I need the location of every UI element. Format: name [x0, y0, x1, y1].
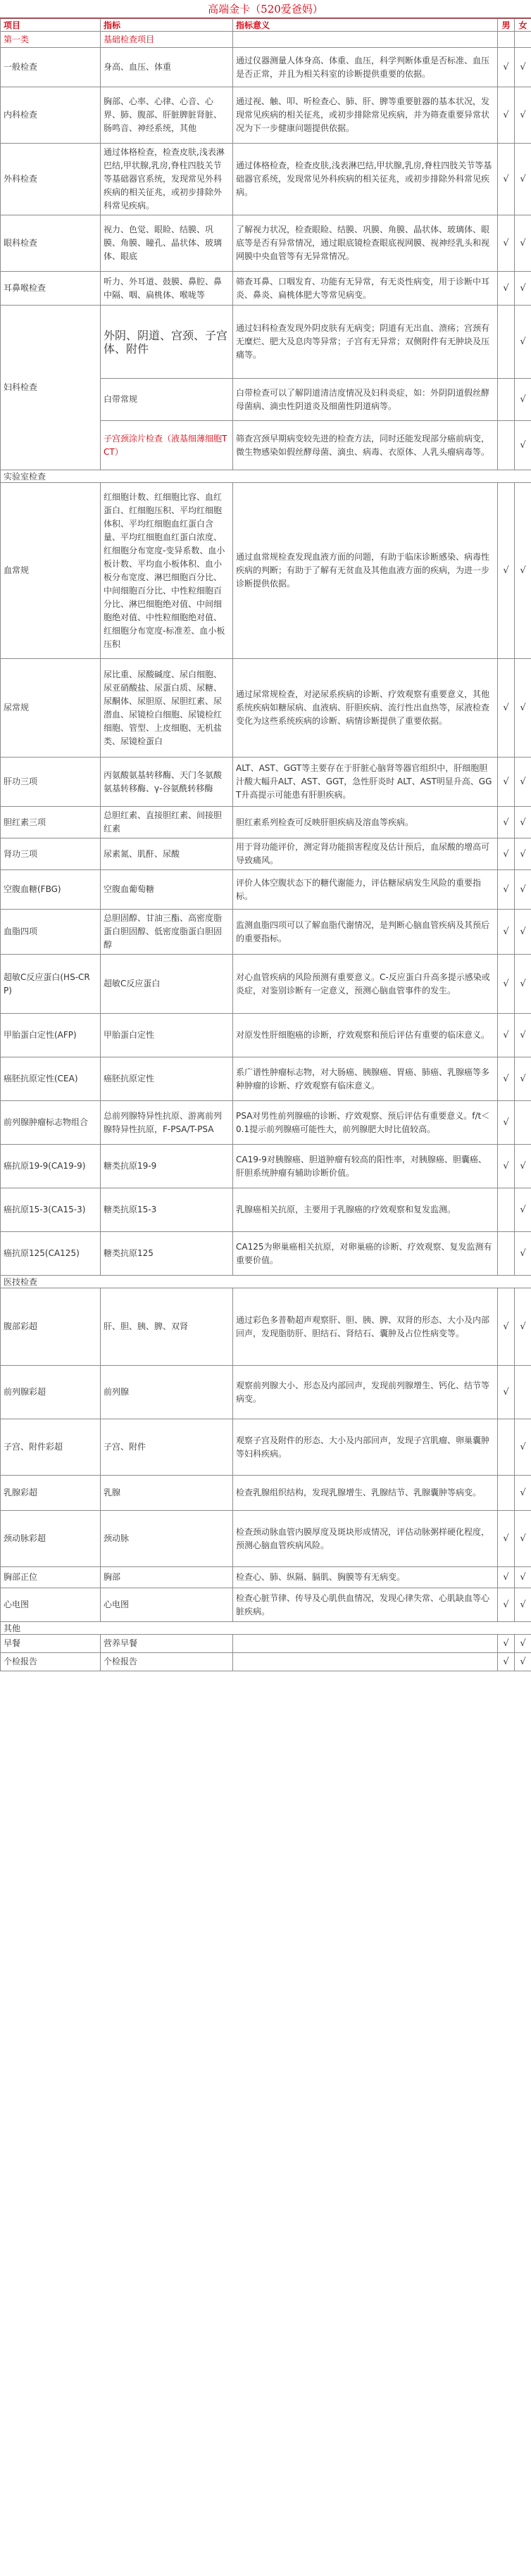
indicator-cell: 颈动脉: [101, 1511, 233, 1567]
meaning-cell: CA19-9对胰腺癌、胆道肿瘤有较高的阳性率，对胰腺癌、胆囊癌、肝胆系统肿瘤有辅助诊断价值。: [233, 1145, 498, 1188]
table-row: [1, 1511, 531, 1567]
indicator-cell: 总胆红素、直接胆红素、间接胆红素: [101, 807, 233, 838]
table-row: [1, 48, 531, 87]
female-check: √: [515, 421, 531, 470]
indicator-cell: 个检报告: [101, 1653, 233, 1671]
table-row: [1, 272, 531, 306]
meaning-cell: 通过视、触、叩、听检查心、肺、肝、脾等重要脏器的基本状况，发现常见疾病的相关征兆，或初步排除常见疾病，并为筛查重要异常状况为下一步健康问题提供依据。: [233, 87, 498, 144]
indicator-cell: 尿素氮、肌酐、尿酸: [101, 838, 233, 870]
item-name: 个检报告: [1, 1653, 101, 1671]
meaning-cell: 通过体格检查，检查皮肤,浅表淋巴结,甲状腺,乳房,脊柱四肢关节等基础器官系统，发现常见外科疾病的相关征兆，或初步排除外科常见疾病。: [233, 144, 498, 215]
item-name: 妇科检查: [1, 306, 101, 470]
meaning-cell: 用于肾功能评价，测定肾功能损害程度及估计预后，血尿酸的增高可导致痛风。: [233, 838, 498, 870]
header-female: 女: [515, 19, 531, 32]
female-check: √: [515, 1511, 531, 1567]
section-row: [1, 1276, 531, 1288]
male-check: [498, 306, 515, 379]
indicator-cell: 通过体格检查，检查皮肤,浅表淋巴结,甲状腺,乳房,脊柱四肢关节等基础器官系统，发现常见外科疾病的相关征兆，或初步排除外科常见疾病。: [101, 144, 233, 215]
male-check: √: [498, 1288, 515, 1366]
item-name: 尿常规: [1, 659, 101, 758]
male-check: √: [498, 758, 515, 807]
male-check: √: [498, 1635, 515, 1653]
indicator-cell: 胸部、心率、心律、心音、心界、肺、腹部、肝脏脾脏肾脏、肠鸣音、神经系统，其他: [101, 87, 233, 144]
section-title: 其他: [1, 1622, 531, 1635]
female-check: √: [515, 1635, 531, 1653]
table-row: [1, 1635, 531, 1653]
section-title: 实验室检查: [1, 470, 531, 483]
indicator-cell: 心电图: [101, 1588, 233, 1622]
female-check: √: [515, 955, 531, 1014]
indicator-cell: 红细胞计数、红细胞比容、血红蛋白、红细胞压积、平均红细胞体积、平均红细胞血红蛋白含量、平均红细胞血红蛋白浓度、红细胞分布宽度-变异系数、血小板计数、平均血小板体积、血小板分布宽度、淋巴细胞百分比、中间细胞百分比、中性粒细胞百分比、淋巴细胞绝对值、中间细胞绝对值、中性粒细胞绝对值、红细胞分布宽度-标准差、血小板压积: [101, 483, 233, 659]
male-check: √: [498, 1511, 515, 1567]
item-name: 血脂四项: [1, 910, 101, 955]
female-check: √: [515, 306, 531, 379]
meaning-cell: 对原发性肝细胞癌的诊断，疗效观察和预后评估有重要的临床意义。: [233, 1014, 498, 1057]
female-check: √: [515, 1188, 531, 1232]
indicator-cell: 糖类抗原15-3: [101, 1188, 233, 1232]
item-name: 空腹血糖(FBG): [1, 870, 101, 910]
male-check: [498, 1419, 515, 1476]
item-name: 胆红素三项: [1, 807, 101, 838]
male-check: √: [498, 1145, 515, 1188]
meaning-cell: 通过彩色多普勒超声观察肝、胆、胰、脾、双肾的形态、大小及内部回声，发现脂肪肝、胆结石、肾结石、囊肿及占位性病变等。: [233, 1288, 498, 1366]
female-check: √: [515, 1288, 531, 1366]
subheader-category: 第一类: [1, 32, 101, 48]
table-row: [1, 1588, 531, 1622]
item-name: 眼科检查: [1, 215, 101, 272]
meaning-cell: 监测血脂四项可以了解血脂代谢情况，是判断心脑血管疾病及其预后的重要指标。: [233, 910, 498, 955]
meaning-cell: 检查乳腺组织结构，发现乳腺增生、乳腺结节、乳腺囊肿等病变。: [233, 1476, 498, 1511]
female-check: √: [515, 48, 531, 87]
male-check: √: [498, 87, 515, 144]
male-check: [498, 1188, 515, 1232]
male-check: √: [498, 807, 515, 838]
female-check: [515, 1101, 531, 1145]
item-name: 胸部正位: [1, 1567, 101, 1588]
male-check: √: [498, 1101, 515, 1145]
item-name: 颈动脉彩超: [1, 1511, 101, 1567]
female-check: √: [515, 758, 531, 807]
item-name: 乳腺彩超: [1, 1476, 101, 1511]
male-check: √: [498, 1014, 515, 1057]
female-check: √: [515, 807, 531, 838]
table-subheader-row: [1, 32, 531, 48]
indicator-cell: 总胆固醇、甘油三酯、高密度脂蛋白胆固醇、低密度脂蛋白胆固醇: [101, 910, 233, 955]
indicator-cell: 听力、外耳道、鼓膜、鼻腔、鼻中隔、咽、扁桃体、喉咙等: [101, 272, 233, 306]
meaning-cell: 通过仪器测量人体身高、体重、血压，科学判断体重是否标准、血压是否正常，并且为相关科室的诊断提供重要的依据。: [233, 48, 498, 87]
female-check: √: [515, 1653, 531, 1671]
female-check: [515, 1366, 531, 1419]
female-check: √: [515, 87, 531, 144]
header-item: 项目: [1, 19, 101, 32]
table-row: [1, 838, 531, 870]
meaning-cell: 乳腺癌相关抗原，主要用于乳腺癌的疗效观察和复发监测。: [233, 1188, 498, 1232]
male-check: √: [498, 838, 515, 870]
male-check: [498, 379, 515, 421]
male-check: [498, 1232, 515, 1276]
item-name: 血常规: [1, 483, 101, 659]
male-check: √: [498, 215, 515, 272]
indicator-cell: 外阴、阴道、宫颈、子宫体、附件: [101, 306, 233, 379]
meaning-cell: 了解视力状况，检查眼睑、结膜、巩膜、角膜、晶状体、玻璃体、眼底等是否有异常情况，通过眼底镜检查眼底视网膜、视神经乳头和视网膜中央血管等有无异常情况。: [233, 215, 498, 272]
indicator-cell: 糖类抗原19-9: [101, 1145, 233, 1188]
table-row: [1, 1014, 531, 1057]
female-check: √: [515, 1014, 531, 1057]
table-row: [1, 659, 531, 758]
female-check: √: [515, 1476, 531, 1511]
item-name: 一般检查: [1, 48, 101, 87]
table-row: [1, 144, 531, 215]
female-check: √: [515, 1145, 531, 1188]
indicator-cell: 肝、胆、胰、脾、双肾: [101, 1288, 233, 1366]
table-header-row: [1, 19, 531, 32]
indicator-cell: 子宫、附件: [101, 1419, 233, 1476]
meaning-cell: [233, 1653, 498, 1671]
table-row: [1, 1653, 531, 1671]
female-check: √: [515, 483, 531, 659]
meaning-cell: 对心血管疾病的风险预测有重要意义。C-反应蛋白升高多提示感染或炎症，对鉴别诊断有一定意义，预测心脑血管事件的发生。: [233, 955, 498, 1014]
female-check: √: [515, 1232, 531, 1276]
indicator-cell: 癌胚抗原定性: [101, 1057, 233, 1101]
page-title: 高端金卡（520爱爸妈）: [0, 0, 531, 18]
table-row: [1, 1145, 531, 1188]
male-check: √: [498, 955, 515, 1014]
header-indicator: 指标: [101, 19, 233, 32]
item-name: 子宫、附件彩超: [1, 1419, 101, 1476]
table-row: [1, 1057, 531, 1101]
male-check: [498, 1476, 515, 1511]
male-check: √: [498, 1653, 515, 1671]
checkup-table: [0, 18, 531, 1671]
male-check: √: [498, 1567, 515, 1588]
table-row: [1, 1101, 531, 1145]
indicator-cell: 空腹血葡萄糖: [101, 870, 233, 910]
male-check: √: [498, 870, 515, 910]
indicator-cell: 乳腺: [101, 1476, 233, 1511]
table-row: [1, 1567, 531, 1588]
item-name: 超敏C反应蛋白(HS-CRP): [1, 955, 101, 1014]
table-row: [1, 807, 531, 838]
meaning-cell: PSA对男性前列腺癌的诊断、疗效观察、预后评估有重要意义。f/t＜0.1提示前列腺癌可能性大，前列腺肥大时比值较高。: [233, 1101, 498, 1145]
meaning-cell: 观察子宫及附件的形态、大小及内部回声，发现子宫肌瘤、卵巢囊肿等妇科疾病。: [233, 1419, 498, 1476]
female-check: √: [515, 379, 531, 421]
indicator-cell: 尿比重、尿酸碱度、尿白细胞、尿亚硝酸盐、尿蛋白质、尿糖、尿酮体、尿胆原、尿胆红素、尿潜血、尿镜检白细胞、尿镜检红细胞、管型、上皮细胞、无机盐类、尿镜检蛋白: [101, 659, 233, 758]
table-row: [1, 306, 531, 379]
item-name: 癌抗原15-3(CA15-3): [1, 1188, 101, 1232]
indicator-cell: 超敏C反应蛋白: [101, 955, 233, 1014]
male-check: √: [498, 1588, 515, 1622]
item-name: 肾功三项: [1, 838, 101, 870]
indicator-cell: 前列腺: [101, 1366, 233, 1419]
male-check: √: [498, 483, 515, 659]
meaning-cell: 白带检查可以了解阴道清洁度情况及妇科炎症，如：外阴阴道假丝酵母菌病、滴虫性阴道炎及细菌性阴道病等。: [233, 379, 498, 421]
indicator-cell: 胸部: [101, 1567, 233, 1588]
indicator-cell: 丙氨酸氨基转移酶、天门冬氨酸氨基转移酶、γ-谷氨酰转移酶: [101, 758, 233, 807]
table-row: [1, 87, 531, 144]
female-check: √: [515, 272, 531, 306]
item-name: 早餐: [1, 1635, 101, 1653]
item-name: 心电图: [1, 1588, 101, 1622]
meaning-cell: ALT、AST、GGT等主要存在于肝脏心脑肾等器官组织中，肝细胞胆汁酸大幅升ALT、AST、GGT，急性肝炎时 ALT、AST明显升高、GGT升高提示可能患有肝胆疾病。: [233, 758, 498, 807]
table-row: [1, 1476, 531, 1511]
meaning-cell: 筛查宫颈早期病变较先进的检查方法，同时还能发现部分癌前病变，微生物感染如假丝酵母菌、滴虫、病毒、衣原体、人乳头瘤病毒等。: [233, 421, 498, 470]
table-row: [1, 955, 531, 1014]
meaning-cell: 检查心、肺、纵隔、膈肌、胸膜等有无病变。: [233, 1567, 498, 1588]
male-check: √: [498, 1057, 515, 1101]
item-name: 前列腺彩超: [1, 1366, 101, 1419]
indicator-cell: 视力、色觉、眼睑、结膜、巩膜、角膜、瞳孔、晶状体、玻璃体、眼底: [101, 215, 233, 272]
meaning-cell: [233, 1635, 498, 1653]
male-check: √: [498, 1366, 515, 1419]
table-row: [1, 1419, 531, 1476]
female-check: √: [515, 1057, 531, 1101]
item-name: 肝功三项: [1, 758, 101, 807]
indicator-cell: 总前列腺特异性抗原、游离前列腺特异性抗原，F-PSA/T-PSA: [101, 1101, 233, 1145]
indicator-cell: 营养早餐: [101, 1635, 233, 1653]
section-row: [1, 470, 531, 483]
item-name: 甲胎蛋白定性(AFP): [1, 1014, 101, 1057]
female-check: √: [515, 144, 531, 215]
section-row: [1, 1622, 531, 1635]
female-check: √: [515, 1588, 531, 1622]
item-name: 前列腺肿瘤标志物组合: [1, 1101, 101, 1145]
table-row: [1, 910, 531, 955]
table-row: [1, 1288, 531, 1366]
indicator-cell: 糖类抗原125: [101, 1232, 233, 1276]
table-row: [1, 1366, 531, 1419]
table-row: [1, 215, 531, 272]
item-name: 外科检查: [1, 144, 101, 215]
female-check: √: [515, 1419, 531, 1476]
male-check: √: [498, 48, 515, 87]
female-check: √: [515, 870, 531, 910]
female-check: √: [515, 838, 531, 870]
meaning-cell: 筛查耳鼻、口咽发育、功能有无异常，有无炎性病变，用于诊断中耳炎、鼻炎、扁桃体肥大等常见病变。: [233, 272, 498, 306]
meaning-cell: 检查心脏节律、传导及心肌供血情况，发现心律失常、心肌缺血等心脏疾病。: [233, 1588, 498, 1622]
table-row: [1, 1232, 531, 1276]
item-name: 癌胚抗原定性(CEA): [1, 1057, 101, 1101]
female-check: √: [515, 659, 531, 758]
header-male: 男: [498, 19, 515, 32]
meaning-cell: 观察前列腺大小、形态及内部回声，发现前列腺增生、钙化、结节等病变。: [233, 1366, 498, 1419]
indicator-cell: 甲胎蛋白定性: [101, 1014, 233, 1057]
female-check: √: [515, 1567, 531, 1588]
table-row: [1, 758, 531, 807]
item-name: 耳鼻喉检查: [1, 272, 101, 306]
table-row: [1, 870, 531, 910]
female-check: √: [515, 215, 531, 272]
meaning-cell: CA125为卵巢癌相关抗原，对卵巢癌的诊断、疗效观察、复发监测有重要价值。: [233, 1232, 498, 1276]
meaning-cell: 评价人体空腹状态下的糖代谢能力，评估糖尿病发生风险的重要指标。: [233, 870, 498, 910]
meaning-cell: 系广谱性肿瘤标志物，对大肠癌、胰腺癌、胃癌、肺癌、乳腺癌等多种肿瘤的诊断、疗效观察有临床意义。: [233, 1057, 498, 1101]
male-check: √: [498, 272, 515, 306]
indicator-cell: 身高、血压、体重: [101, 48, 233, 87]
table-row: [1, 483, 531, 659]
meaning-cell: 通过尿常规检查，对泌尿系疾病的诊断、疗效观察有重要意义，其他系统疾病如糖尿病、血液病、肝胆疾病、流行性出血热等，尿液检查变化为这些系统疾病的诊断、病情诊断提供了重要依据。: [233, 659, 498, 758]
item-name: 癌抗原125(CA125): [1, 1232, 101, 1276]
meaning-cell: 胆红素系列检查可反映肝胆疾病及溶血等疾病。: [233, 807, 498, 838]
male-check: √: [498, 910, 515, 955]
female-check: √: [515, 910, 531, 955]
header-meaning: 指标意义: [233, 19, 498, 32]
meaning-cell: 通过血常规检查发现血液方面的问题，有助于临床诊断感染、病毒性疾病的判断；有助于了解有无贫血及其他血液方面的疾病，为进一步诊断提供依据。: [233, 483, 498, 659]
male-check: [498, 421, 515, 470]
item-name: 腹部彩超: [1, 1288, 101, 1366]
male-check: √: [498, 659, 515, 758]
subheader-indicator: 基础检查项目: [101, 32, 233, 48]
male-check: √: [498, 144, 515, 215]
indicator-cell: 白带常规: [101, 379, 233, 421]
table-row: [1, 1188, 531, 1232]
item-name: 癌抗原19-9(CA19-9): [1, 1145, 101, 1188]
indicator-cell: 子宫颈涂片检查（液基细薄细胞TCT）: [101, 421, 233, 470]
item-name: 内科检查: [1, 87, 101, 144]
meaning-cell: 检查颈动脉血管内膜厚度及斑块形成情况，评估动脉粥样硬化程度，预测心脑血管疾病风险。: [233, 1511, 498, 1567]
section-title: 医技检查: [1, 1276, 531, 1288]
meaning-cell: 通过妇科检查发现外阴皮肤有无病变；阴道有无出血、溃疡；宫颈有无糜烂、肥大及息肉等异常；子宫有无异常；双侧附件有无肿块及压痛等。: [233, 306, 498, 379]
